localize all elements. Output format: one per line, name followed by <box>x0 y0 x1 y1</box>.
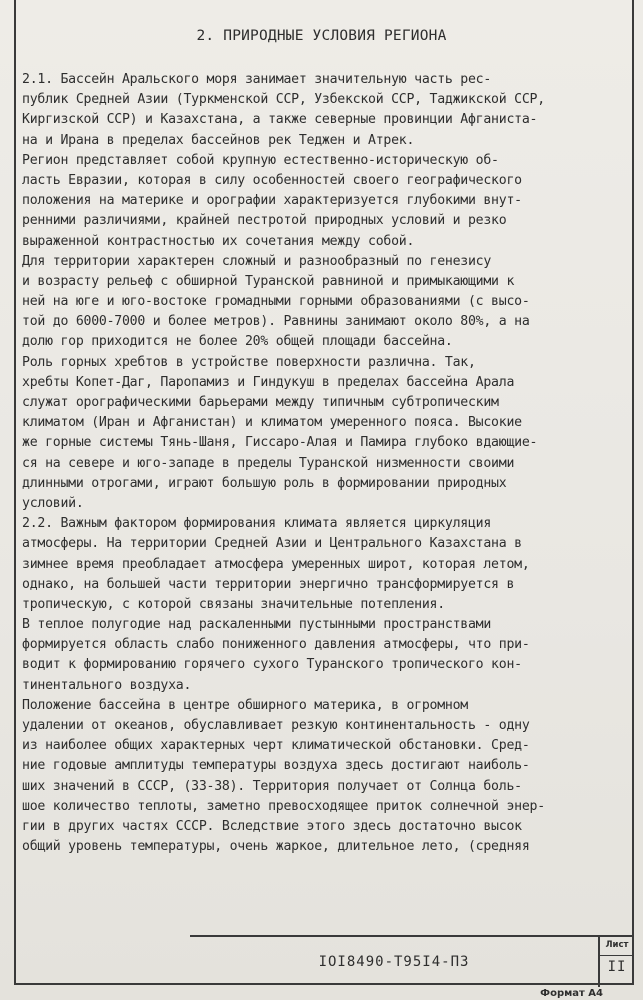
text-line: тинентального воздуха. <box>22 677 192 693</box>
text-line: ласть Евразии, которая в силу особенностей своего географического <box>22 172 522 188</box>
text-line: той до 6000-7000 и более метров). Равнины занимают около 80%, а на <box>22 314 530 330</box>
format-label: Формат А4 <box>540 988 603 999</box>
text-line: условий. <box>22 495 84 511</box>
text-line: на и Ирана в пределах бассейнов рек Теджен и Атрек. <box>22 132 415 148</box>
text-line: ся на севере и юго-западе в пределы Туранской низменности своими <box>22 455 515 471</box>
text-line: В теплое полугодие над раскаленными пустынными пространствами <box>22 617 492 633</box>
text-line: из наиболее общих характерных черт климатической обстановки. Сред- <box>22 738 530 754</box>
text-line: 2.1. Бассейн Аральского моря занимает значительную часть рес- <box>22 72 492 87</box>
text-line: формируется область слабо пониженного давления атмосферы, что при- <box>22 637 530 653</box>
text-line: выраженной контрастностью их сочетания между собой. <box>22 233 415 249</box>
text-line: ние годовые амплитуды температуры воздуха здесь достигают наиболь- <box>22 758 530 774</box>
text-line: тропическую, с которой связаны значительные потепления. <box>22 596 445 612</box>
text-line: шое количество теплоты, заметно превосходящее приток солнечной энер- <box>22 798 545 814</box>
sheet-number-cell <box>598 937 634 987</box>
text-line: 2.2. Важным фактором формирования климата является циркуляция <box>22 516 492 532</box>
text-line: долю гор приходится не более 20% общей площади бассейна. <box>22 334 453 350</box>
document-body <box>22 70 624 857</box>
text-line: длинными отрогами, играют большую роль в формировании природных <box>22 475 507 491</box>
text-line: Положение бассейна в центре обширного материка, в огромном <box>22 697 468 713</box>
text-line: атмосферы. На территории Средней Азии и Центрального Казахстана в <box>22 536 522 552</box>
document-code: IОI8490-Т95I4-ПЗ <box>318 954 470 970</box>
text-line: хребты Копет-Даг, Паропамиз и Гиндукуш в пределах бассейна Арала <box>22 374 515 390</box>
text-line: и возрасту рельеф с обширной Туранской равниной и примыкающими к <box>22 273 515 289</box>
text-line: однако, на большей части территории энергично трансформируется в <box>22 576 515 592</box>
text-line: ней на юге и юго-востоке громадными горными образованиями (с высо- <box>22 294 530 310</box>
sheet-divider <box>600 955 634 956</box>
text-line: Регион представляет собой крупную естественно-историческую об- <box>22 152 499 168</box>
title-block <box>190 935 634 987</box>
sheet-label: Лист <box>605 940 629 950</box>
text-line: общий уровень температуры, очень жаркое, длительное лето, (средняя <box>22 839 530 855</box>
text-line: Для территории характерен сложный и разнообразный по генезису <box>22 253 492 269</box>
section-heading: 2. ПРИРОДНЫЕ УСЛОВИЯ РЕГИОНА <box>196 28 447 44</box>
text-line: ших значений в СССР, (33-38). Территория получает от Солнца боль- <box>22 778 522 794</box>
text-line: зимнее время преобладает атмосфера умеренных широт, которая летом, <box>22 556 530 572</box>
text-line: положения на материке и орографии характеризуется глубокими внут- <box>22 193 522 209</box>
text-line: же горные системы Тянь-Шаня, Гиссаро-Алая и Памира глубоко вдающие- <box>22 435 538 451</box>
text-line: гии в других частях СССР. Вследствие этого здесь достаточно высок <box>22 818 522 834</box>
text-line: удалении от океанов, обуславливает резкую континентальность - одну <box>22 718 530 733</box>
text-line: Роль горных хребтов в устройстве поверхности различна. Так, <box>22 354 476 370</box>
text-line: Киргизской ССР) и Казахстана, а также северные провинции Афганиста- <box>22 112 538 128</box>
text-line: публик Средней Азии (Туркменской ССР, Узбекской ССР, Таджикской ССР, <box>22 92 545 108</box>
sheet-number: II <box>607 959 627 975</box>
text-line: климатом (Иран и Афганистан) и климатом умеренного пояса. Высокие <box>22 415 522 431</box>
text-line: ренними различиями, крайней пестротой природных условий и резко <box>22 213 507 229</box>
text-line: водит к формированию горячего сухого Туранского тропического кон- <box>22 657 522 673</box>
text-line: служат орографическими барьерами между типичным субтропическим <box>22 395 499 410</box>
